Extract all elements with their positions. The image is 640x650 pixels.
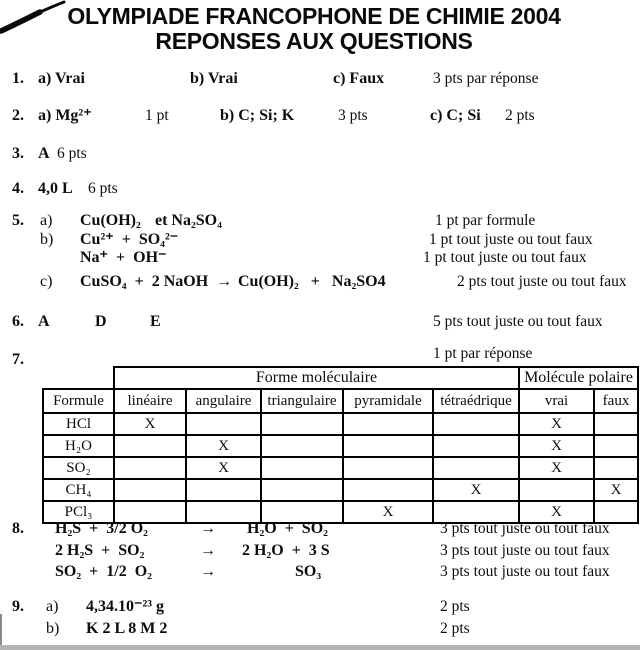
q6-number: 6. <box>12 313 24 330</box>
q5b2-points: 1 pt tout juste ou tout faux <box>423 249 587 266</box>
mark-cell <box>114 479 186 501</box>
mark-cell: X <box>594 479 638 501</box>
mark-cell <box>261 435 343 457</box>
q1-answer-a: a) Vrai <box>38 70 85 87</box>
mark-cell: X <box>433 479 519 501</box>
col-header-pyramidale: pyramidale <box>343 389 433 413</box>
q5c-label: c) <box>40 273 53 290</box>
q2-answer-a: a) Mg²⁺ <box>38 107 92 124</box>
mark-cell <box>594 413 638 435</box>
q5c-formula-2: Cu(OH)₂ + Na₂SO4 <box>238 273 386 290</box>
q5b2-formula: Na⁺ + OH⁻ <box>80 249 167 266</box>
q2-points-a: 1 pt <box>145 107 169 124</box>
mark-cell <box>433 413 519 435</box>
mark-cell <box>343 435 433 457</box>
col-header-tetraedrique: tétraédrique <box>433 389 519 413</box>
col-header-lineaire: linéaire <box>114 389 186 413</box>
mark-cell <box>433 457 519 479</box>
q1-answer-b: b) Vrai <box>190 70 238 87</box>
table-row <box>43 457 638 479</box>
q3-number: 3. <box>12 145 24 162</box>
mark-cell <box>433 435 519 457</box>
mark-cell <box>343 479 433 501</box>
q8-eq3-rhs: SO₃ <box>295 563 322 580</box>
q5-number: 5. <box>12 212 24 229</box>
table-group-header-row <box>43 367 638 389</box>
q9a-points: 2 pts <box>440 598 470 615</box>
q8-eq1-arrow: → <box>200 520 216 537</box>
q8-eq3-points: 3 pts tout juste ou tout faux <box>440 563 610 580</box>
q8-eq1-lhs: H₂S + 3/2 O₂ <box>55 520 148 537</box>
molecular-shape-table <box>42 366 639 524</box>
title-line-1: OLYMPIADE FRANCOPHONE DE CHIMIE 2004 <box>67 3 561 29</box>
q4-answer: 4,0 L <box>38 180 73 197</box>
group-header-molecule-polaire: Molécule polaire <box>519 367 638 389</box>
mark-cell <box>519 479 594 501</box>
q7-number: 7. <box>12 351 24 368</box>
mark-cell <box>261 413 343 435</box>
q6-answer-e: E <box>150 313 161 330</box>
q1-number: 1. <box>12 70 24 87</box>
scan-bottom-strip <box>0 645 640 650</box>
q6-answer-d: D <box>95 313 107 330</box>
title-line-2: REPONSES AUX QUESTIONS <box>155 28 473 54</box>
mark-cell: X <box>343 501 433 523</box>
formula-cell: SO₂ <box>43 457 114 479</box>
q2-points-c: 2 pts <box>505 107 535 124</box>
q4-points: 6 pts <box>88 180 118 197</box>
q8-eq1-rhs: H₂O + SO₂ <box>247 520 328 537</box>
q5c-formula-1: CuSO₄ + 2 NaOH → <box>80 273 233 290</box>
q8-eq2-points: 3 pts tout juste ou tout faux <box>440 542 610 559</box>
mark-cell <box>114 457 186 479</box>
mark-cell <box>343 413 433 435</box>
q2-points-b: 3 pts <box>338 107 368 124</box>
col-header-triangulaire: triangulaire <box>261 389 343 413</box>
q5a-formula-2: et Na₂SO₄ <box>155 212 222 229</box>
q9a-label: a) <box>46 598 59 615</box>
q3-answer: A <box>38 145 50 162</box>
mark-cell <box>186 413 261 435</box>
q8-eq2-arrow: → <box>200 542 216 559</box>
q5a-label: a) <box>40 212 53 229</box>
q5a-formula-1: Cu(OH)₂ <box>80 212 141 229</box>
mark-cell: X <box>186 435 261 457</box>
q9b-value: K 2 L 8 M 2 <box>86 620 168 637</box>
q5b-formula: Cu²⁺ + SO₄²⁻ <box>80 231 179 248</box>
formula-cell: H₂O <box>43 435 114 457</box>
q5a-points: 1 pt par formule <box>435 212 536 229</box>
mark-cell: X <box>114 413 186 435</box>
table-column-header-row <box>43 389 638 413</box>
mark-cell <box>594 435 638 457</box>
q8-eq2-lhs: 2 H₂S + SO₂ <box>55 542 145 559</box>
q9b-points: 2 pts <box>440 620 470 637</box>
mark-cell: X <box>519 501 594 523</box>
group-header-forme-moleculaire: Forme moléculaire <box>114 367 519 389</box>
table-row <box>43 479 638 501</box>
q8-eq3-lhs: SO₂ + 1/2 O₂ <box>55 563 152 580</box>
q6-points: 5 pts tout juste ou tout faux <box>433 313 603 330</box>
mark-cell: X <box>519 435 594 457</box>
mark-cell <box>261 457 343 479</box>
document-title <box>0 4 628 54</box>
q8-number: 8. <box>12 520 24 537</box>
q9-number: 9. <box>12 598 24 615</box>
q5b-points: 1 pt tout juste ou tout faux <box>429 231 593 248</box>
formula-cell: CH₄ <box>43 479 114 501</box>
mark-cell: X <box>519 457 594 479</box>
formula-cell: HCl <box>43 413 114 435</box>
q9a-value: 4,34.10⁻²³ g <box>86 598 165 615</box>
q2-answer-c: c) C; Si <box>430 107 481 124</box>
q8-eq1-points: 3 pts tout juste ou tout faux <box>440 520 610 537</box>
mark-cell <box>186 479 261 501</box>
formula-cell: PCl₃ <box>43 501 114 523</box>
q7-points: 1 pt par réponse <box>433 345 533 362</box>
col-header-faux: faux <box>594 389 638 413</box>
q8-eq3-arrow: → <box>200 563 216 580</box>
q9b-label: b) <box>46 620 60 637</box>
mark-cell <box>343 457 433 479</box>
table-row <box>43 413 638 435</box>
q4-number: 4. <box>12 180 24 197</box>
q3-points: 6 pts <box>57 145 87 162</box>
q1-points: 3 pts par réponse <box>433 70 539 87</box>
mark-cell: X <box>519 413 594 435</box>
q5b-label: b) <box>40 231 54 248</box>
q1-answer-c: c) Faux <box>333 70 385 87</box>
col-header-vrai: vrai <box>519 389 594 413</box>
mark-cell <box>261 479 343 501</box>
col-header-angulaire: angulaire <box>186 389 261 413</box>
q2-answer-b: b) C; Si; K <box>220 107 295 124</box>
q5c-points: 2 pts tout juste ou tout faux <box>457 273 627 290</box>
mark-cell: X <box>186 457 261 479</box>
q6-answer-a: A <box>38 313 50 330</box>
mark-cell <box>594 457 638 479</box>
table-row <box>43 435 638 457</box>
table-empty-corner-cell <box>43 367 114 389</box>
col-header-formule: Formule <box>43 389 114 413</box>
q8-eq2-rhs: 2 H₂O + 3 S <box>242 542 330 559</box>
mark-cell <box>114 435 186 457</box>
q2-number: 2. <box>12 107 24 124</box>
